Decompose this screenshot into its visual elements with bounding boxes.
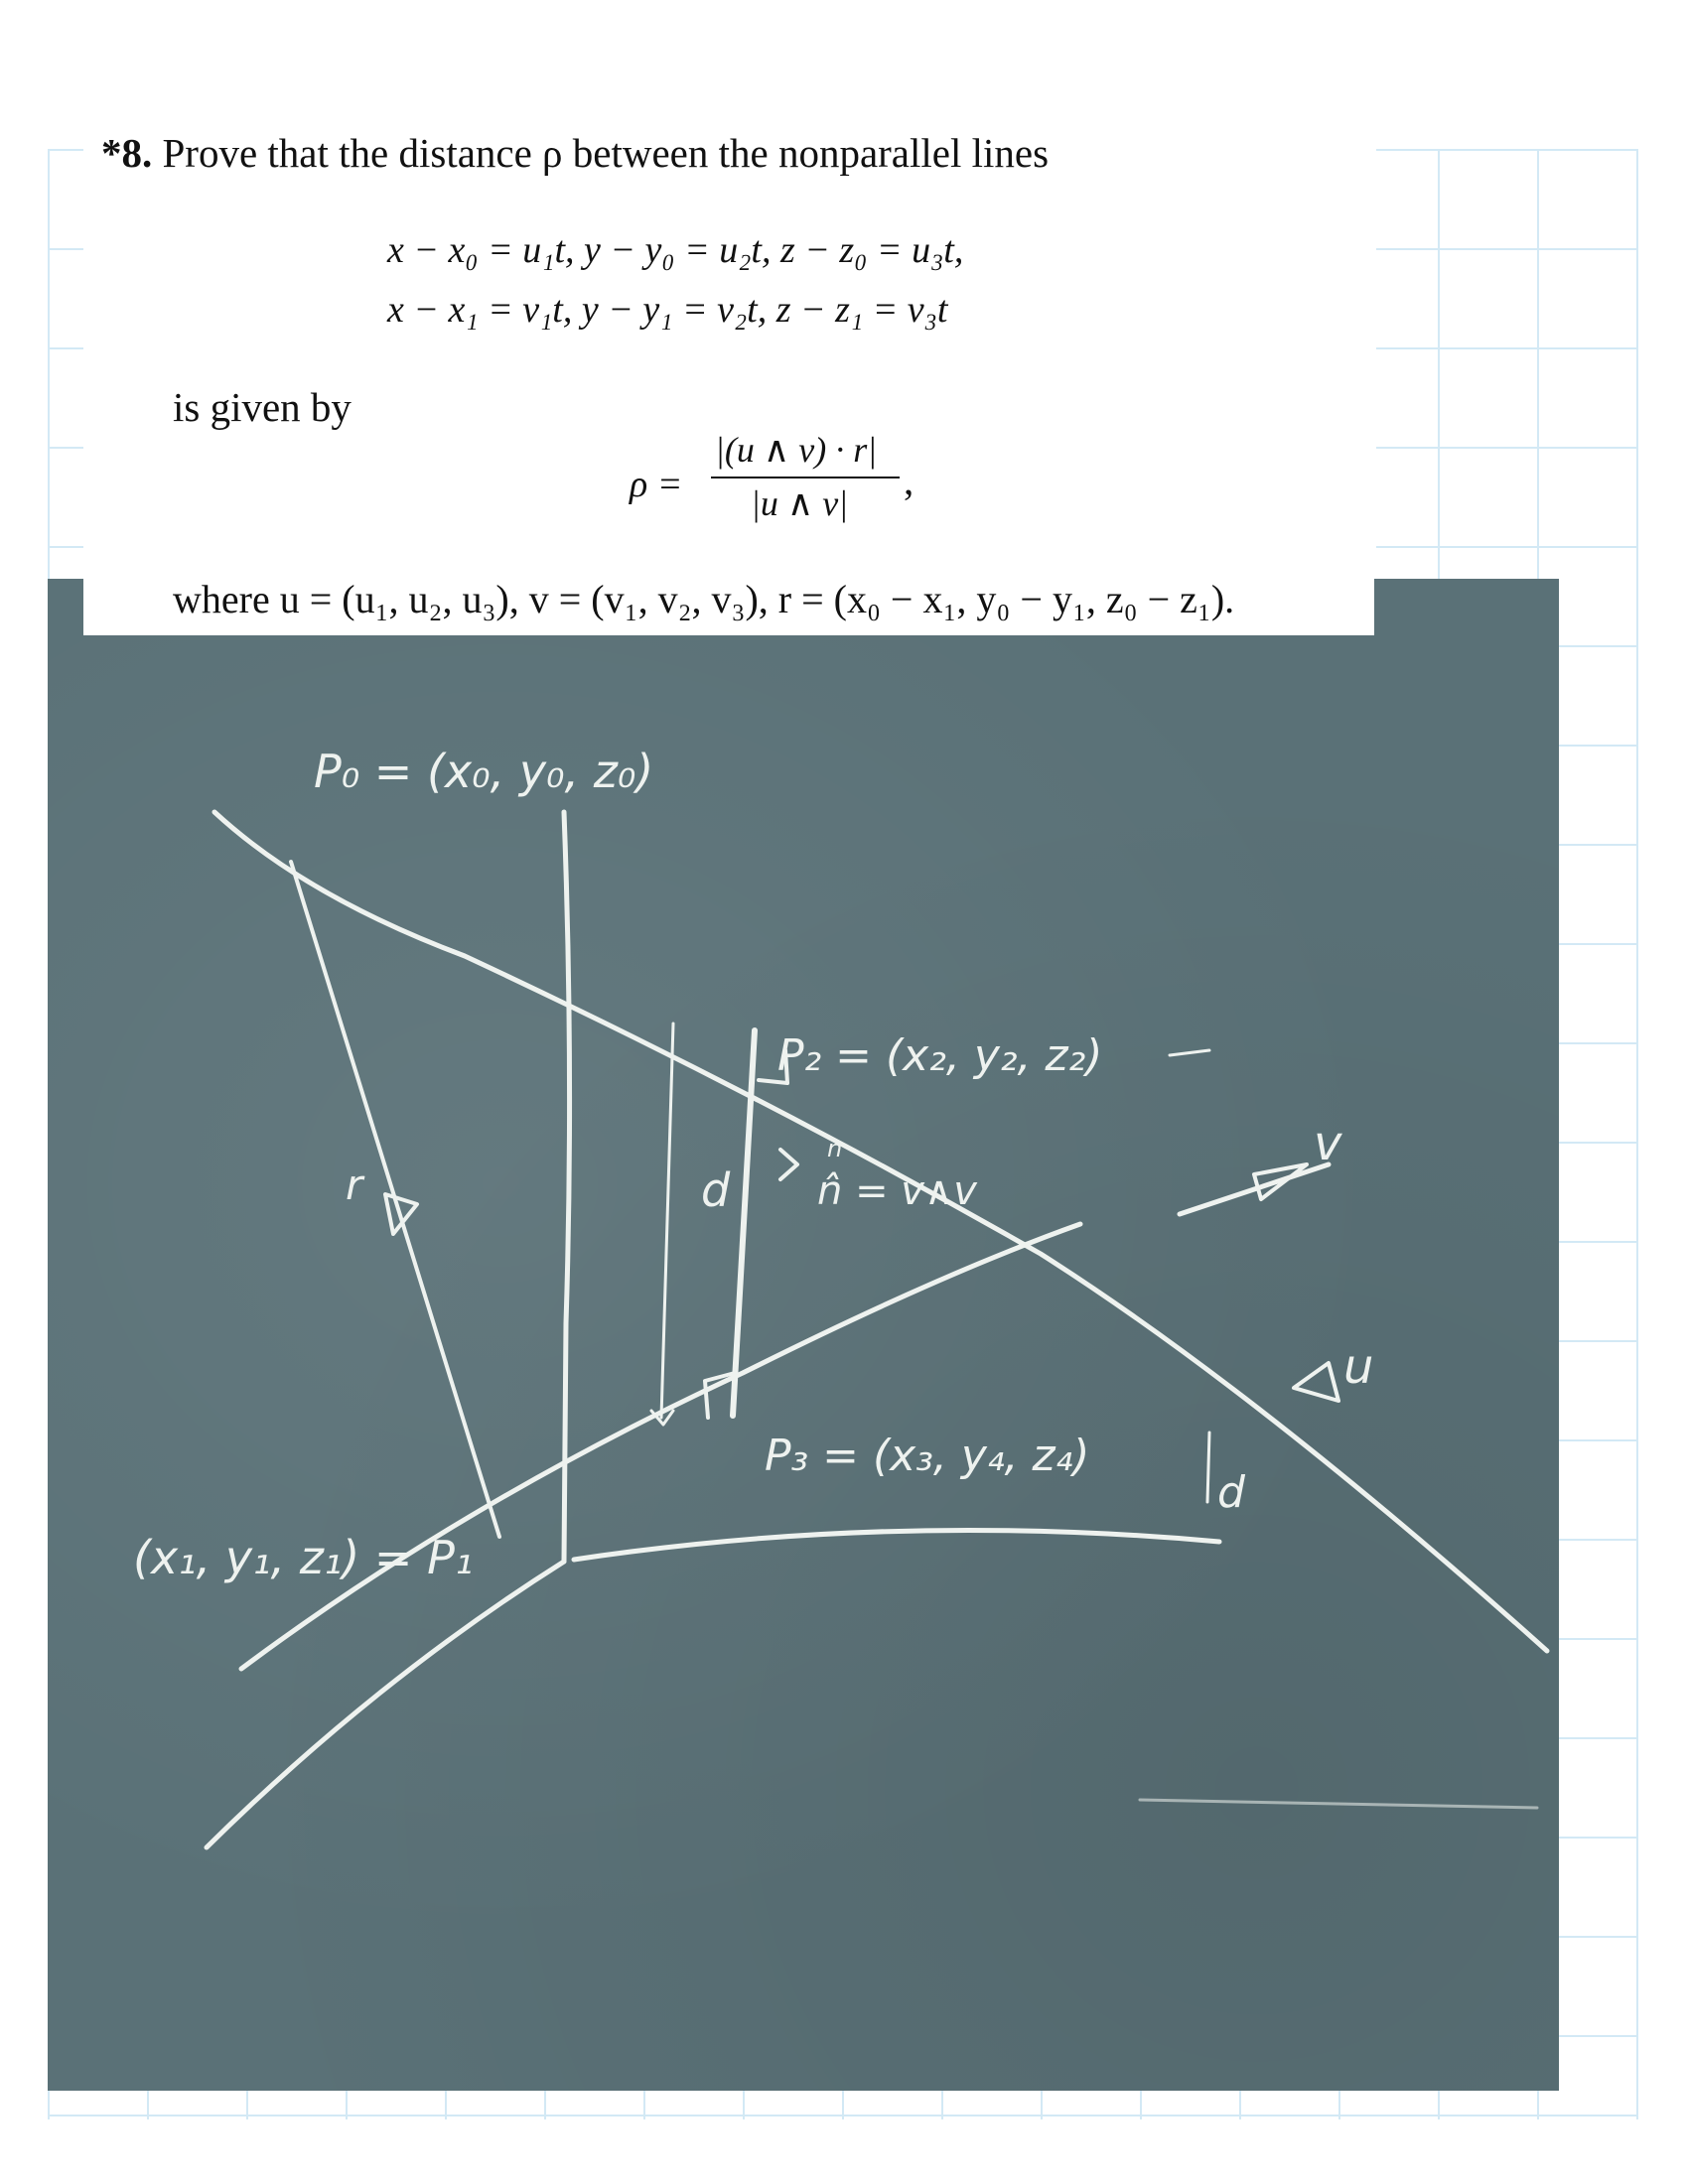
grid-line xyxy=(1376,447,1638,449)
chalk-smudge xyxy=(1140,1800,1537,1808)
v-arrow-shaft xyxy=(1180,1164,1329,1214)
label-p3: P₃ = (x₃, y₄, z₄) xyxy=(765,1431,1090,1481)
vertical-axis xyxy=(564,812,570,1562)
n-arrow xyxy=(780,1150,797,1179)
chalk-mark xyxy=(1207,1433,1209,1502)
line-u xyxy=(214,812,1547,1651)
grid-line xyxy=(48,149,87,151)
grid-line xyxy=(48,546,87,548)
given-by-text: is given by xyxy=(173,384,352,430)
grid-line xyxy=(48,2115,1638,2116)
equation-line-1: x − x₀ = u₁t, y − y₀ = u₂t, z − z₀ = u₃t, xyxy=(387,229,964,271)
d-dimension-line xyxy=(661,1024,673,1418)
grid-line xyxy=(1376,149,1638,151)
problem-text: Prove that the distance ρ between the nonparallel lines xyxy=(162,130,1050,176)
problem-statement xyxy=(83,119,1374,635)
chalkboard-drawing xyxy=(48,579,1559,2091)
label-v: v xyxy=(1314,1116,1342,1171)
where-definitions: where u = (u₁, u₂, u₃), v = (v₁, v₂, v₃), r = (x₀ − x₁, y₀ − y₁, z₀ − z₁). xyxy=(173,577,1235,621)
label-n: n̂ = v∧v xyxy=(817,1168,977,1214)
fraction-bar xyxy=(711,477,900,478)
grid-line xyxy=(1376,248,1638,250)
formula-comma: , xyxy=(904,458,914,503)
grid-line xyxy=(1376,546,1638,548)
formula-numerator: |(u ∧ v) · r| xyxy=(715,430,878,470)
label-r: r xyxy=(346,1160,363,1209)
problem-heading xyxy=(101,129,1049,177)
grid-line xyxy=(48,347,87,349)
label-p1: (x₁, y₁, z₁) = P₁ xyxy=(133,1531,474,1584)
formula-denominator: |u ∧ v| xyxy=(751,483,849,523)
grid-line xyxy=(1376,347,1638,349)
horizontal-axis xyxy=(574,1530,1219,1560)
equation-line-2: x − x₁ = v₁t, y − y₁ = v₂t, z − z₁ = v₃t xyxy=(387,289,948,331)
label-n-letter: n xyxy=(827,1135,843,1162)
u-arrow-head xyxy=(1294,1363,1338,1401)
label-p0: P₀ = (x₀, y₀, z₀) xyxy=(314,745,654,798)
label-p2: P₂ = (x₂, y₂, z₂) xyxy=(777,1030,1103,1081)
label-u: u xyxy=(1343,1339,1374,1395)
rho-lhs: ρ = xyxy=(630,464,683,505)
grid-line xyxy=(48,447,87,449)
label-d-right: d xyxy=(1217,1467,1245,1518)
grid-line xyxy=(48,248,87,250)
chalkboard-photo xyxy=(48,579,1559,2091)
axis-curve xyxy=(207,1562,564,1847)
chalk-mark xyxy=(1170,1050,1209,1055)
label-d: d xyxy=(701,1163,731,1217)
grid-line xyxy=(1636,149,1638,2119)
problem-number: *8. xyxy=(101,130,153,176)
